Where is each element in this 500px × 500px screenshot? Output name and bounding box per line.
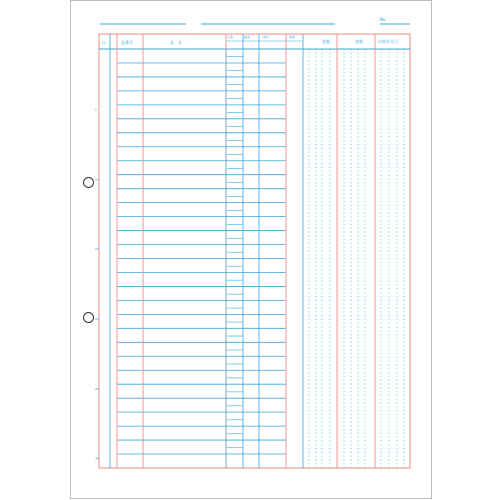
table-outer-border (99, 34, 410, 468)
row-number-mark: 30 (95, 456, 99, 461)
header-item-name: 品 名 (170, 40, 182, 45)
header-qty: 数量 (244, 35, 251, 39)
row-number-mark: 25 (95, 386, 99, 391)
row-number-mark: 15 (95, 247, 99, 252)
grid-columns (110, 34, 375, 468)
header-remarks: 出荷年月日 (378, 39, 398, 44)
grid-dotted-lines (309, 49, 404, 468)
row-number-mark: 10 (95, 177, 99, 182)
header-unit: 単位 (263, 35, 270, 39)
header-item-code: 品番号 (121, 40, 133, 45)
row-number-marks (95, 107, 99, 460)
row-number-mark: 20 (95, 316, 99, 321)
header-row-no: 行 (102, 41, 106, 45)
header-amount-2: 金額 (355, 39, 363, 44)
row-number-mark: 5 (95, 107, 97, 112)
column-headers (102, 34, 398, 45)
header-price: 単価 (289, 35, 296, 39)
header-amount: 金額 (322, 39, 330, 44)
grid-rows (99, 41, 410, 454)
title-code-label: No. (380, 17, 387, 22)
header-qty-sub: 入数 (227, 35, 234, 39)
